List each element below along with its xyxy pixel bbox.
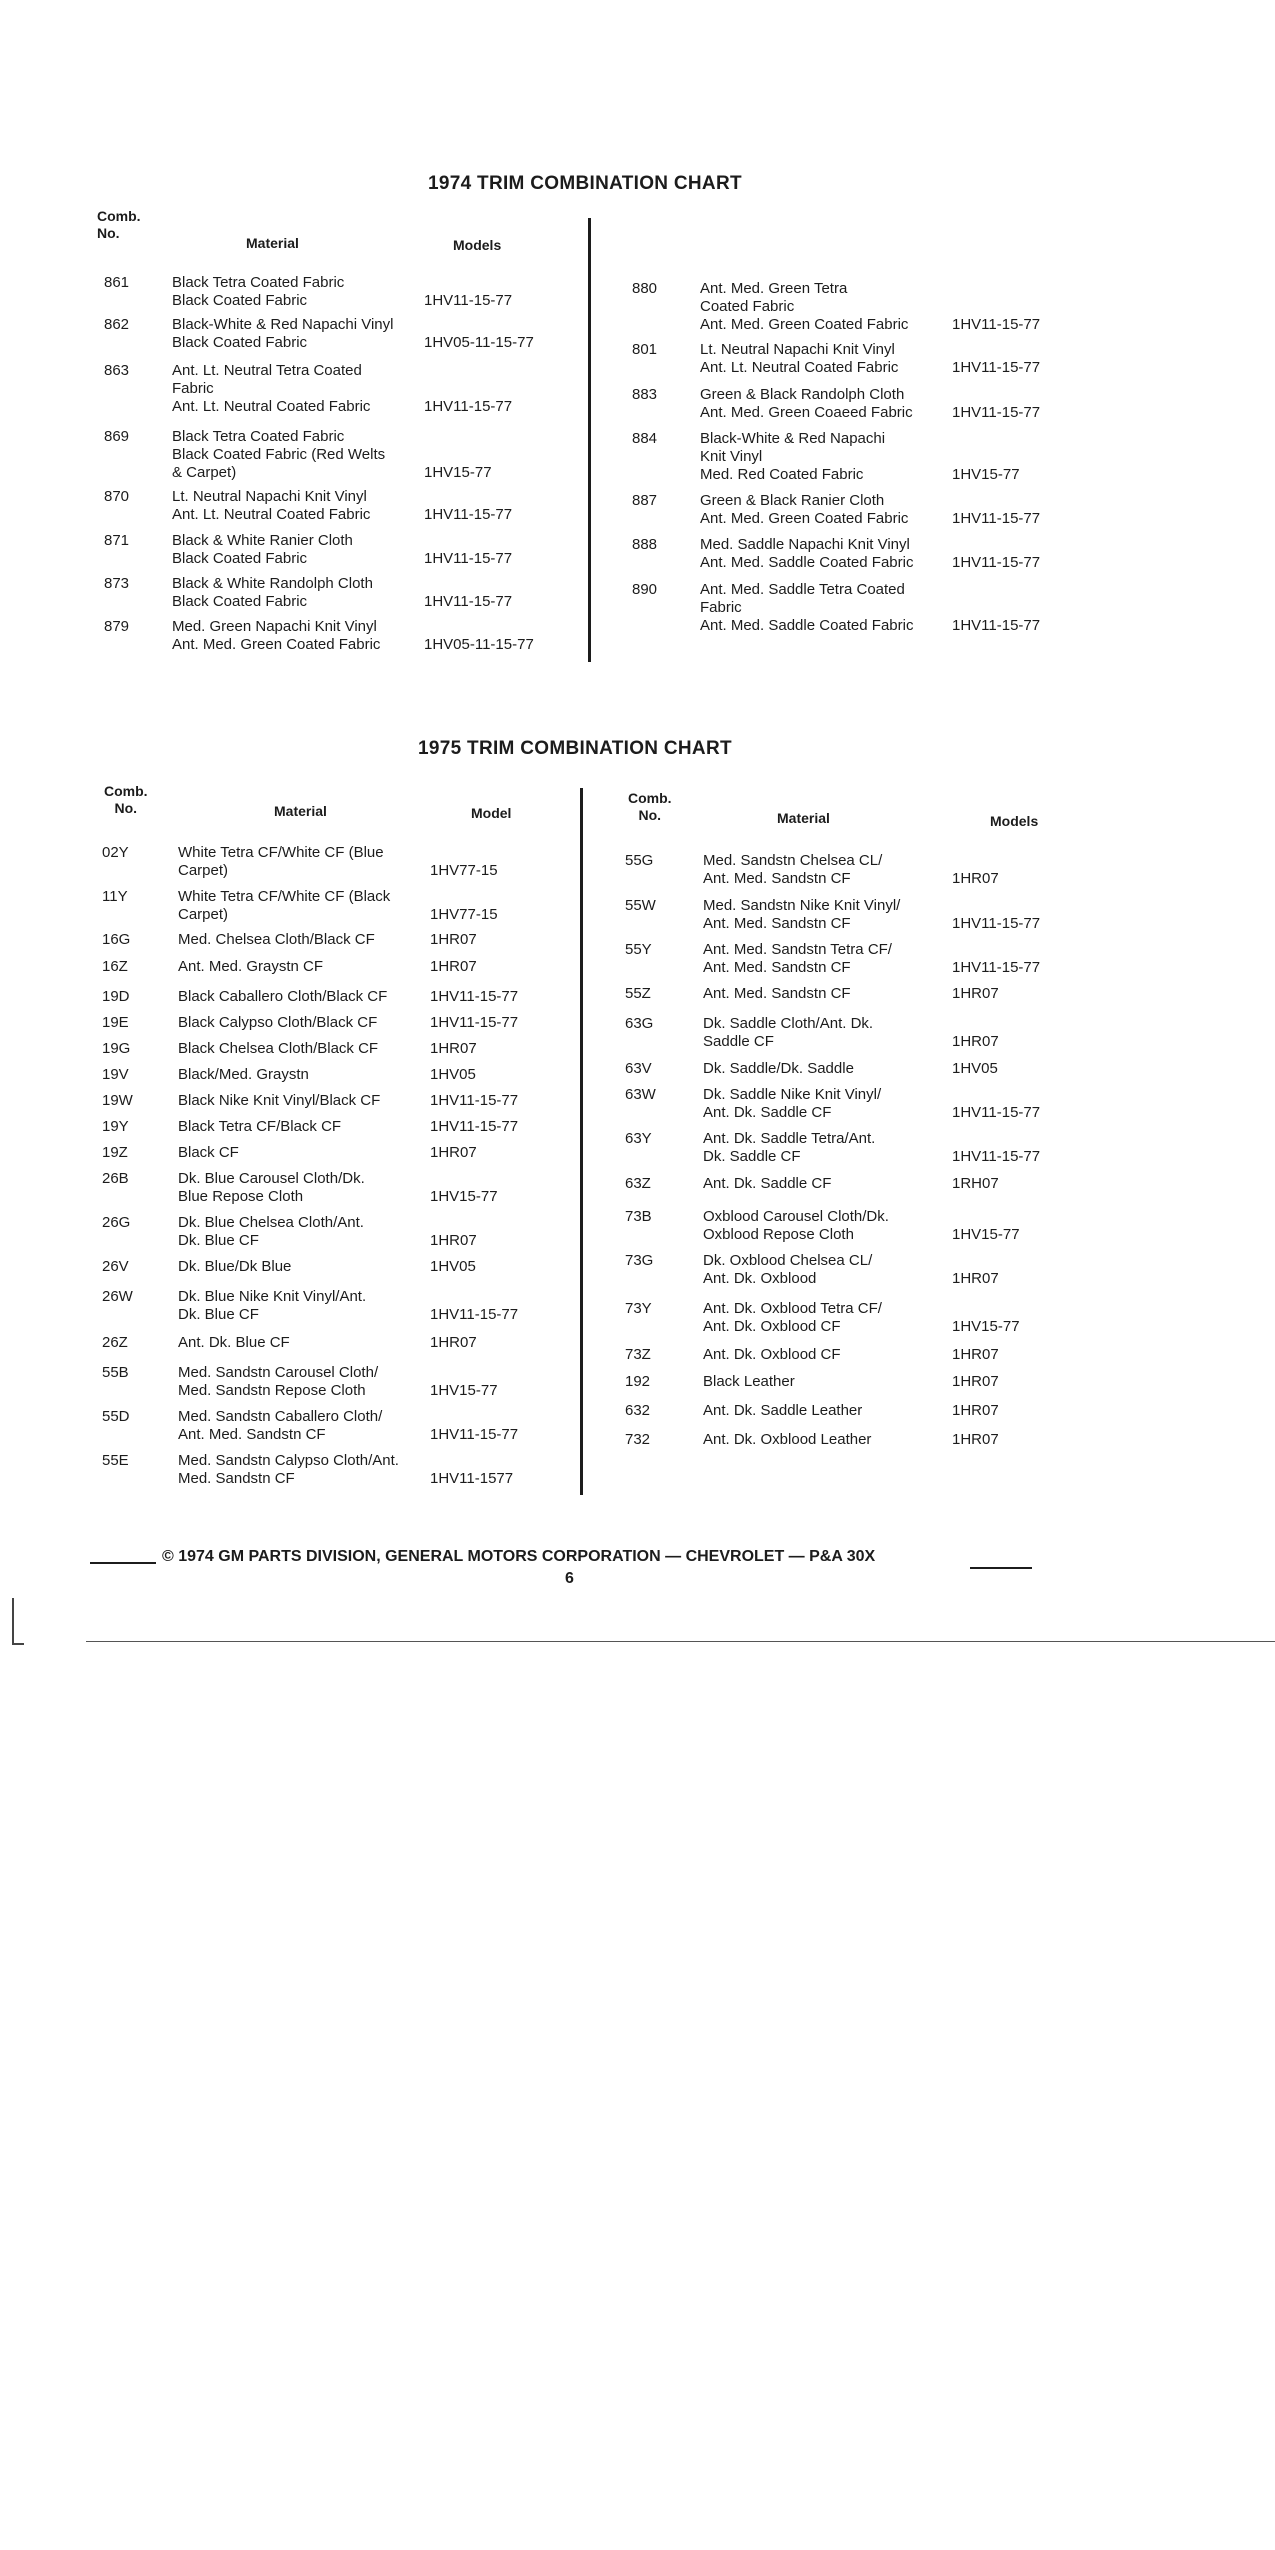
comb-number: 869	[104, 428, 130, 445]
material-text: Black & White Randolph Cloth Black Coated Fabric	[172, 575, 373, 610]
table-row	[632, 341, 1062, 377]
chart-1974-material-header: Material	[246, 235, 299, 251]
model-codes: 1HV11-15-77	[424, 550, 513, 567]
material-text: Med. Sandstn Caballero Cloth/ Ant. Med. Sandstn CF	[178, 1408, 383, 1443]
material-text: Black CF	[178, 1144, 239, 1161]
scan-edge-mark-foot	[12, 1643, 24, 1645]
model-codes: 1HR07	[952, 985, 999, 1002]
table-row	[625, 1402, 1075, 1420]
comb-number: 887	[632, 492, 658, 509]
chart-1975-left-comb-header: Comb. No.	[104, 783, 148, 816]
table-row	[104, 488, 574, 524]
comb-number: 26G	[102, 1214, 131, 1231]
material-text: Oxblood Carousel Cloth/Dk. Oxblood Repose Cloth	[703, 1208, 889, 1243]
material-text: Black Tetra Coated Fabric Black Coated Fabric	[172, 274, 345, 309]
table-row	[625, 1175, 1075, 1193]
comb-number: 26Z	[102, 1334, 128, 1351]
comb-number: 863	[104, 362, 130, 379]
material-text: Black Tetra Coated Fabric Black Coated Fabric (Red Welts & Carpet)	[172, 428, 386, 481]
model-codes: 1HV15-77	[430, 1382, 498, 1399]
comb-number: 862	[104, 316, 130, 333]
table-row	[625, 985, 1075, 1003]
chart-1975-right-comb-header: Comb. No.	[628, 790, 672, 823]
table-row	[625, 1015, 1075, 1051]
model-codes: 1HR07	[430, 1144, 477, 1161]
material-text: Ant. Med. Green Tetra Coated Fabric Ant. Med. Green Coated Fabric	[700, 280, 909, 333]
model-codes: 1HV11-15-77	[952, 316, 1041, 333]
comb-number: 19V	[102, 1066, 129, 1083]
model-codes: 1HV11-15-77	[952, 1104, 1041, 1121]
table-row	[104, 362, 574, 416]
material-text: Black Caballero Cloth/Black CF	[178, 988, 388, 1005]
table-row	[102, 1040, 572, 1058]
comb-number: 26B	[102, 1170, 129, 1187]
material-text: Black Tetra CF/Black CF	[178, 1118, 342, 1135]
table-row	[625, 1130, 1075, 1166]
comb-number: 55B	[102, 1364, 129, 1381]
comb-number: 801	[632, 341, 658, 358]
comb-number: 16Z	[102, 958, 128, 975]
chart-1975-title: 1975 TRIM COMBINATION CHART	[418, 738, 732, 759]
comb-number: 73B	[625, 1208, 652, 1225]
model-codes: 1HR07	[952, 1431, 999, 1448]
material-text: Dk. Blue/Dk Blue	[178, 1258, 292, 1275]
table-row	[102, 1066, 572, 1084]
model-codes: 1HV11-15-77	[430, 1306, 519, 1323]
table-row	[632, 386, 1062, 422]
model-codes: 1HR07	[430, 958, 477, 975]
material-text: Black Calypso Cloth/Black CF	[178, 1014, 378, 1031]
footer-left-rule	[90, 1562, 156, 1564]
chart-1975-left-material-header: Material	[274, 803, 327, 819]
model-codes: 1HV11-15-77	[952, 510, 1041, 527]
material-text: Dk. Saddle/Dk. Saddle	[703, 1060, 854, 1077]
model-codes: 1HR07	[952, 1270, 999, 1287]
material-text: Dk. Saddle Nike Knit Vinyl/ Ant. Dk. Saddle CF	[703, 1086, 882, 1121]
material-text: Ant. Dk. Saddle Leather	[703, 1402, 863, 1419]
table-row	[102, 988, 572, 1006]
comb-number: 63V	[625, 1060, 652, 1077]
model-codes: 1HV11-15-77	[424, 506, 513, 523]
comb-number: 19W	[102, 1092, 133, 1109]
model-codes: 1HV11-15-77	[430, 1118, 519, 1135]
chart-1975-right-models-header: Models	[990, 813, 1039, 829]
table-row	[102, 1014, 572, 1032]
model-codes: 1HV11-15-77	[952, 404, 1041, 421]
chart-1974-models-header: Models	[453, 237, 502, 253]
material-text: Ant. Dk. Oxblood Tetra CF/ Ant. Dk. Oxblood CF	[703, 1300, 882, 1335]
material-text: Ant. Dk. Saddle CF	[703, 1175, 832, 1192]
model-codes: 1HR07	[430, 931, 477, 948]
comb-number: 55D	[102, 1408, 130, 1425]
material-text: Med. Saddle Napachi Knit Vinyl Ant. Med. Saddle Coated Fabric	[700, 536, 914, 571]
comb-number: 63G	[625, 1015, 654, 1032]
chart-1974-title: 1974 TRIM COMBINATION CHART	[428, 173, 742, 194]
model-codes: 1RH07	[952, 1175, 999, 1192]
model-codes: 1HV15-77	[424, 464, 492, 481]
material-text: Med. Sandstn Carousel Cloth/ Med. Sandstn Repose Cloth	[178, 1364, 379, 1399]
model-codes: 1HR07	[952, 1373, 999, 1390]
material-text: White Tetra CF/White CF (Blue Carpet)	[178, 844, 384, 879]
material-text: Ant. Dk. Oxblood CF	[703, 1346, 841, 1363]
footer-copyright: © 1974 GM PARTS DIVISION, GENERAL MOTORS CORPORATION — CHEVROLET — P&A 30X	[162, 1548, 876, 1565]
comb-number: 16G	[102, 931, 131, 948]
table-row	[102, 1364, 572, 1400]
table-row	[102, 1334, 572, 1352]
material-text: Dk. Blue Chelsea Cloth/Ant. Dk. Blue CF	[178, 1214, 364, 1249]
material-text: Med. Sandstn Chelsea CL/ Ant. Med. Sandstn CF	[703, 852, 883, 887]
comb-number: 26W	[102, 1288, 133, 1305]
model-codes: 1HV11-15-77	[952, 617, 1041, 634]
material-text: Dk. Saddle Cloth/Ant. Dk. Saddle CF	[703, 1015, 874, 1050]
table-row	[102, 958, 572, 976]
material-text: Green & Black Ranier Cloth Ant. Med. Green Coated Fabric	[700, 492, 909, 527]
material-text: Med. Green Napachi Knit Vinyl Ant. Med. Green Coated Fabric	[172, 618, 381, 653]
comb-number: 73G	[625, 1252, 654, 1269]
comb-number: 883	[632, 386, 658, 403]
table-row	[102, 1408, 572, 1444]
material-text: Med. Sandstn Calypso Cloth/Ant. Med. Sandstn CF	[178, 1452, 399, 1487]
model-codes: 1HV11-15-77	[952, 915, 1041, 932]
comb-number: 19Z	[102, 1144, 128, 1161]
table-row	[625, 1252, 1075, 1288]
table-row	[625, 1300, 1075, 1336]
model-codes: 1HR07	[952, 1033, 999, 1050]
model-codes: 1HV11-15-77	[952, 359, 1041, 376]
table-row	[104, 274, 574, 310]
table-row	[104, 575, 574, 611]
model-codes: 1HV05	[430, 1258, 476, 1275]
material-text: White Tetra CF/White CF (Black Carpet)	[178, 888, 391, 923]
material-text: Ant. Med. Sandstn Tetra CF/ Ant. Med. Sandstn CF	[703, 941, 892, 976]
comb-number: 884	[632, 430, 658, 447]
model-codes: 1HV05-11-15-77	[424, 334, 534, 351]
material-text: Green & Black Randolph Cloth Ant. Med. Green Coaeed Fabric	[700, 386, 913, 421]
material-text: Black & White Ranier Cloth Black Coated Fabric	[172, 532, 353, 567]
table-row	[632, 280, 1062, 334]
table-row	[102, 1144, 572, 1162]
comb-number: 11Y	[102, 888, 128, 905]
table-row	[102, 931, 572, 949]
model-codes: 1HV11-1577	[430, 1470, 514, 1487]
table-row	[625, 1373, 1075, 1391]
model-codes: 1HV05	[952, 1060, 998, 1077]
chart-1974-comb-header: Comb. No.	[97, 208, 141, 241]
material-text: Dk. Blue Nike Knit Vinyl/Ant. Dk. Blue CF	[178, 1288, 367, 1323]
table-row	[104, 316, 574, 352]
comb-number: 870	[104, 488, 130, 505]
material-text: Med. Sandstn Nike Knit Vinyl/ Ant. Med. Sandstn CF	[703, 897, 901, 932]
material-text: Ant. Med. Sandstn CF	[703, 985, 851, 1002]
table-row	[625, 941, 1075, 977]
table-row	[102, 1288, 572, 1324]
model-codes: 1HV11-15-77	[424, 398, 513, 415]
model-codes: 1HV77-15	[430, 862, 498, 879]
material-text: Ant. Med. Graystn CF	[178, 958, 324, 975]
material-text: Dk. Oxblood Chelsea CL/ Ant. Dk. Oxblood	[703, 1252, 873, 1287]
comb-number: 02Y	[102, 844, 129, 861]
chart-1975-right-material-header: Material	[777, 810, 830, 826]
comb-number: 73Z	[625, 1346, 651, 1363]
chart-1974-divider	[588, 218, 591, 662]
material-text: Ant. Lt. Neutral Tetra Coated Fabric Ant. Lt. Neutral Coated Fabric	[172, 362, 371, 415]
model-codes: 1HV11-15-77	[424, 292, 513, 309]
comb-number: 888	[632, 536, 658, 553]
page-number: 6	[565, 1570, 574, 1587]
table-row	[102, 1258, 572, 1276]
model-codes: 1HV15-77	[952, 1318, 1020, 1335]
model-codes: 1HV11-15-77	[430, 1426, 519, 1443]
table-row	[625, 1346, 1075, 1364]
model-codes: 1HV15-77	[430, 1188, 498, 1205]
table-row	[632, 492, 1062, 528]
material-text: Black-White & Red Napachi Vinyl Black Coated Fabric	[172, 316, 394, 351]
table-row	[625, 1086, 1075, 1122]
table-row	[104, 532, 574, 568]
material-text: Ant. Dk. Blue CF	[178, 1334, 290, 1351]
comb-number: 632	[625, 1402, 651, 1419]
model-codes: 1HR07	[430, 1040, 477, 1057]
table-row	[632, 430, 1062, 484]
model-codes: 1HR07	[952, 1346, 999, 1363]
model-codes: 1HR07	[430, 1232, 477, 1249]
scan-edge-mark	[12, 1598, 14, 1644]
comb-number: 871	[104, 532, 130, 549]
table-row	[625, 897, 1075, 933]
table-row	[632, 581, 1062, 635]
model-codes: 1HV11-15-77	[952, 959, 1041, 976]
comb-number: 55W	[625, 897, 656, 914]
material-text: Black Leather	[703, 1373, 795, 1390]
comb-number: 26V	[102, 1258, 129, 1275]
comb-number: 873	[104, 575, 130, 592]
table-row	[102, 1214, 572, 1250]
comb-number: 63Z	[625, 1175, 651, 1192]
table-row	[625, 1431, 1075, 1449]
table-row	[104, 618, 574, 654]
table-row	[102, 844, 572, 880]
model-codes: 1HV11-15-77	[952, 1148, 1041, 1165]
model-codes: 1HV11-15-77	[430, 1014, 519, 1031]
comb-number: 890	[632, 581, 658, 598]
model-codes: 1HV15-77	[952, 466, 1020, 483]
material-text: Lt. Neutral Napachi Knit Vinyl Ant. Lt. Neutral Coated Fabric	[172, 488, 371, 523]
model-codes: 1HR07	[430, 1334, 477, 1351]
table-row	[102, 1118, 572, 1136]
model-codes: 1HV11-15-77	[424, 593, 513, 610]
model-codes: 1HV05-11-15-77	[424, 636, 534, 653]
material-text: Ant. Dk. Saddle Tetra/Ant. Dk. Saddle CF	[703, 1130, 876, 1165]
comb-number: 63W	[625, 1086, 656, 1103]
material-text: Ant. Dk. Oxblood Leather	[703, 1431, 872, 1448]
model-codes: 1HV77-15	[430, 906, 498, 923]
table-row	[625, 852, 1075, 888]
table-row	[625, 1208, 1075, 1244]
comb-number: 19E	[102, 1014, 129, 1031]
model-codes: 1HR07	[952, 1402, 999, 1419]
comb-number: 861	[104, 274, 130, 291]
footer-right-rule	[970, 1567, 1032, 1569]
comb-number: 192	[625, 1373, 651, 1390]
comb-number: 19Y	[102, 1118, 129, 1135]
material-text: Black Chelsea Cloth/Black CF	[178, 1040, 379, 1057]
comb-number: 73Y	[625, 1300, 652, 1317]
table-row	[625, 1060, 1075, 1078]
comb-number: 55E	[102, 1452, 129, 1469]
comb-number: 55Z	[625, 985, 651, 1002]
comb-number: 19D	[102, 988, 130, 1005]
page-bottom-rule	[86, 1641, 1275, 1642]
model-codes: 1HR07	[952, 870, 999, 887]
chart-1975-left-model-header: Model	[471, 805, 512, 821]
table-row	[102, 888, 572, 924]
comb-number: 880	[632, 280, 658, 297]
comb-number: 55Y	[625, 941, 652, 958]
material-text: Dk. Blue Carousel Cloth/Dk. Blue Repose Cloth	[178, 1170, 365, 1205]
comb-number: 732	[625, 1431, 651, 1448]
table-row	[632, 536, 1062, 572]
model-codes: 1HV11-15-77	[430, 1092, 519, 1109]
material-text: Med. Chelsea Cloth/Black CF	[178, 931, 375, 948]
material-text: Ant. Med. Saddle Tetra Coated Fabric Ant. Med. Saddle Coated Fabric	[700, 581, 914, 634]
model-codes: 1HV11-15-77	[952, 554, 1041, 571]
chart-1975-divider	[580, 788, 583, 1495]
table-row	[104, 428, 574, 482]
material-text: Black/Med. Graystn	[178, 1066, 309, 1083]
comb-number: 63Y	[625, 1130, 652, 1147]
model-codes: 1HV11-15-77	[430, 988, 519, 1005]
material-text: Black-White & Red Napachi Knit Vinyl Med. Red Coated Fabric	[700, 430, 886, 483]
material-text: Lt. Neutral Napachi Knit Vinyl Ant. Lt. Neutral Coated Fabric	[700, 341, 899, 376]
comb-number: 55G	[625, 852, 654, 869]
comb-number: 19G	[102, 1040, 131, 1057]
model-codes: 1HV05	[430, 1066, 476, 1083]
material-text: Black Nike Knit Vinyl/Black CF	[178, 1092, 381, 1109]
table-row	[102, 1452, 572, 1488]
table-row	[102, 1092, 572, 1110]
comb-number: 879	[104, 618, 130, 635]
table-row	[102, 1170, 572, 1206]
model-codes: 1HV15-77	[952, 1226, 1020, 1243]
